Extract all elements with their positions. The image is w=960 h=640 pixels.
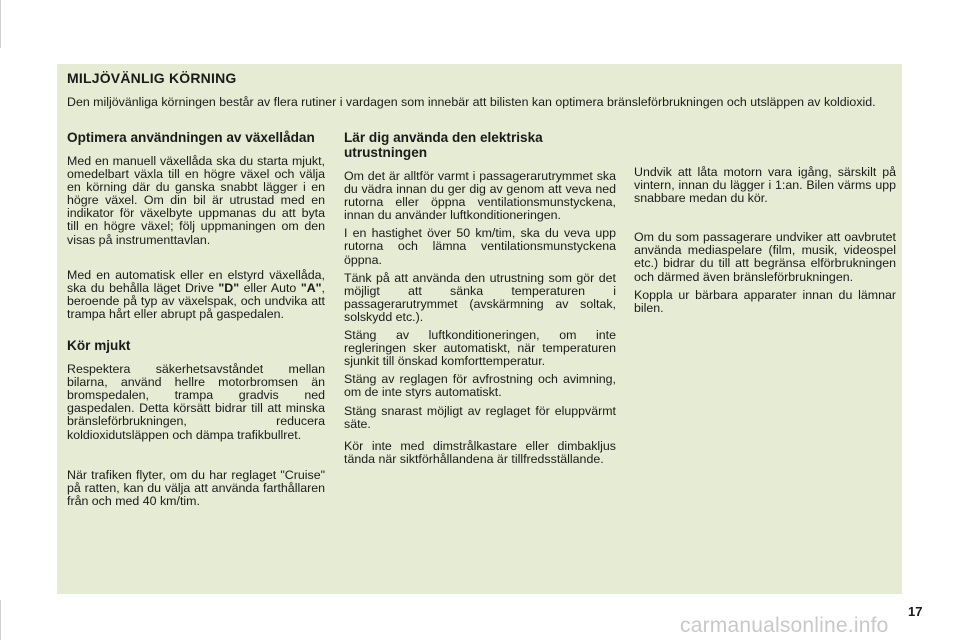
drive-mode-label: "D"	[218, 280, 240, 295]
paragraph-air-conditioning: Stäng av luftkonditioneringen, om inte regleringen sker automatiskt, när temperaturen sjunkit till önskad komforttemperatur.	[344, 328, 616, 369]
heading-drive-smoothly: Kör mjukt	[67, 338, 131, 354]
page-title: MILJÖVÄNLIG KÖRNING	[67, 70, 237, 86]
paragraph-cooling-equipment: Tänk på att använda den utrustning som gör det möjligt att sänka temperaturen i passagerarutrymmet (avskärmning av soltak, solskydd etc.).	[344, 270, 616, 324]
paragraph-media-players: Om du som passagerare undviker att oavbrutet använda mediaspelare (film, musik, videospel etc.) bidrar du till att begränsa elförbrukningen och därmed även bränsleförbrukningen.	[634, 230, 896, 284]
auto-mode-label: "A"	[300, 280, 322, 295]
paragraph-ventilation: Om det är alltför varmt i passagerarutrymmet ska du vädra innan du ger dig av genom att veva ned rutorna eller öppna ventilationsmunstyckena, innan du använder luftkonditioneringen.	[344, 169, 616, 223]
crop-mark-bottom-left	[0, 600, 1, 640]
paragraph-manual-gearbox: Med en manuell växellåda ska du starta mjukt, omedelbart växla till en högre växel och välja en körning där du ganska snabbt lägger i en högre växel. Om din bil är utrustad med en indikator för växelbyte uppmanas du att byta till en högre växel; följ uppmaningen om den visas på instrumenttavlan.	[67, 154, 325, 247]
watermark-text: carmanualsonline.info	[680, 614, 889, 637]
paragraph-cruise-control: När trafiken flyter, om du har reglaget "Cruise" på ratten, kan du välja att använda farthållaren från och med 40 km/tim.	[67, 467, 325, 508]
page-number: 17	[908, 604, 923, 619]
paragraph-defrost: Stäng av reglagen för avfrostning och avimning, om de inte styrs automatiskt.	[344, 372, 616, 400]
paragraph-automatic-gearbox	[67, 269, 325, 321]
paragraph-unplug-devices: Koppla ur bärbara apparater innan du lämnar bilen.	[634, 287, 896, 315]
text-segment: , beroende på typ av växelspak, och undvika att trampa hårt eller abrupt på gaspedalen.	[67, 280, 325, 321]
column-electrical	[344, 130, 616, 471]
intro-paragraph: Den miljövänliga körningen består av flera rutiner i vardagen som innebär att bilisten kan optimera bränsleförbrukningen och utsläppen av koldioxid.	[67, 95, 876, 109]
paragraph-fog-lights: Kör inte med dimstrålkastare eller dimbakljus tända när siktförhållandena är tillfredsställande.	[344, 438, 616, 466]
paragraph-windows-speed: I en hastighet över 50 km/tim, ska du veva upp rutorna och lämna ventilationsmunstyckena öppna.	[344, 226, 616, 267]
heading-gearbox: Optimera användningen av växellådan	[67, 130, 315, 145]
column-gearbox	[67, 130, 325, 513]
paragraph-engine-idle: Undvik att låta motorn vara igång, särskilt på vintern, innan du lägger i 1:an. Bilen värms upp snabbare medan du kör.	[634, 165, 896, 206]
text-segment: eller Auto	[239, 280, 301, 295]
text-segment: Med en automatisk eller en elstyrd växellåda, ska du behålla läget Drive	[67, 267, 325, 295]
paragraph-safety-distance: Respektera säkerhetsavståndet mellan bilarna, använd hellre motorbromsen än bromspedalen, trampa gradvis ned gaspedalen. Detta körsätt bidrar till att minska bränsleförbrukningen, reducera koldioxidutsläppen och dämpa trafikbullret.	[67, 362, 325, 442]
column-continued	[634, 166, 896, 320]
paragraph-heated-seat: Stäng snarast möjligt av reglaget för eluppvärmt säte.	[344, 403, 616, 431]
heading-electrical: Lär dig använda den elektriska utrustningen	[344, 130, 543, 160]
crop-mark-top-left	[0, 0, 1, 48]
